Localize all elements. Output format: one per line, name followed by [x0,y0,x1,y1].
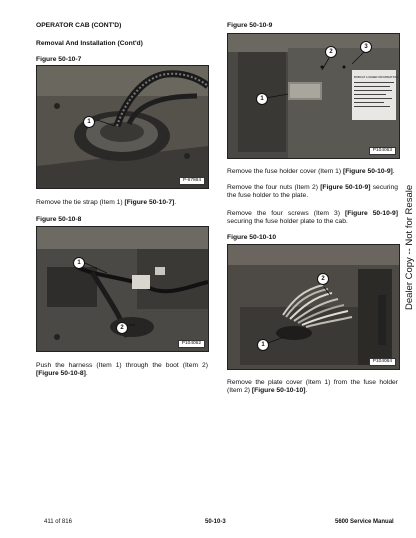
text: Push the harness (Item 1) through the boot (Item 2) [36,362,208,369]
figure-reference: [Figure 50-10-9] [342,168,393,175]
text: Remove the fuse holder cover (Item 1) [227,168,343,175]
photo-id: P104062 [178,340,205,348]
figure-label-8: Figure 50-10-8 [36,216,82,223]
instruction-remove-fuse-cover [227,168,398,176]
figure-label-7: Figure 50-10-7 [36,56,82,63]
text: . [392,168,395,175]
callout-1: 1 [256,93,268,105]
figure-reference: [Figure 50-10-9] [345,210,398,217]
figure-50-10-7-photo [36,65,209,189]
callout-3: 3 [360,41,372,53]
page-number: 50-10-3 [205,519,226,525]
figure-label-9: Figure 50-10-9 [227,22,273,29]
manual-title: 5600 Service Manual [335,519,394,525]
figure-50-10-10-photo [227,244,400,370]
callout-2: 2 [317,273,329,285]
photo-id: P104064 [369,358,396,366]
figure-label-10: Figure 50-10-10 [227,234,277,241]
figure-reference: [Figure 50-10-7] [124,199,175,206]
text: . [305,387,308,395]
figure-reference: [Figure 50-10-9] [320,184,371,191]
figure-50-10-9-photo [227,33,400,159]
text: securing the fuse holder to the plate. [227,184,398,200]
text: securing the fuse holder plate to the cab. [227,218,348,226]
text: Remove the four nuts (Item 2) [227,184,321,191]
figure-50-10-8-photo [36,226,209,352]
instruction-push-harness [36,362,208,379]
info-plate-text: BOBCAT LOADER INFORMATION [354,75,398,79]
dealer-copy-notice: Dealer Copy -- Not for Resale [404,184,415,310]
callout-2: 2 [116,322,128,334]
callout-2: 2 [325,46,337,58]
section-title: OPERATOR CAB (CONT'D) [36,22,122,29]
callout-1: 1 [83,116,95,128]
figure-reference: [Figure 50-10-10] [251,387,306,395]
figure-50-10-7-illustration [37,66,208,188]
text: . [85,370,88,378]
subsection-title: Removal And Installation (Cont'd) [36,40,143,47]
callout-1: 1 [257,339,269,351]
instruction-remove-screws [227,210,398,227]
instruction-remove-tie-strap [36,199,208,207]
text: . [174,199,177,206]
instruction-remove-plate-cover [227,379,398,396]
figure-reference: [Figure 50-10-8] [36,370,86,378]
text: Remove the plate cover (Item 1) from the fuse holder (Item 2) [227,379,398,395]
page-count: 411 of 816 [44,519,72,525]
instruction-remove-nuts [227,184,398,201]
text: Remove the four screws (Item 3) [227,210,345,217]
photo-id: P-67864 [179,177,205,185]
text: Remove the tie strap (Item 1) [36,199,125,206]
photo-id: P104063 [369,147,396,155]
callout-1: 1 [73,257,85,269]
figure-50-10-10-illustration [228,245,399,369]
figure-50-10-9-illustration [228,34,399,158]
